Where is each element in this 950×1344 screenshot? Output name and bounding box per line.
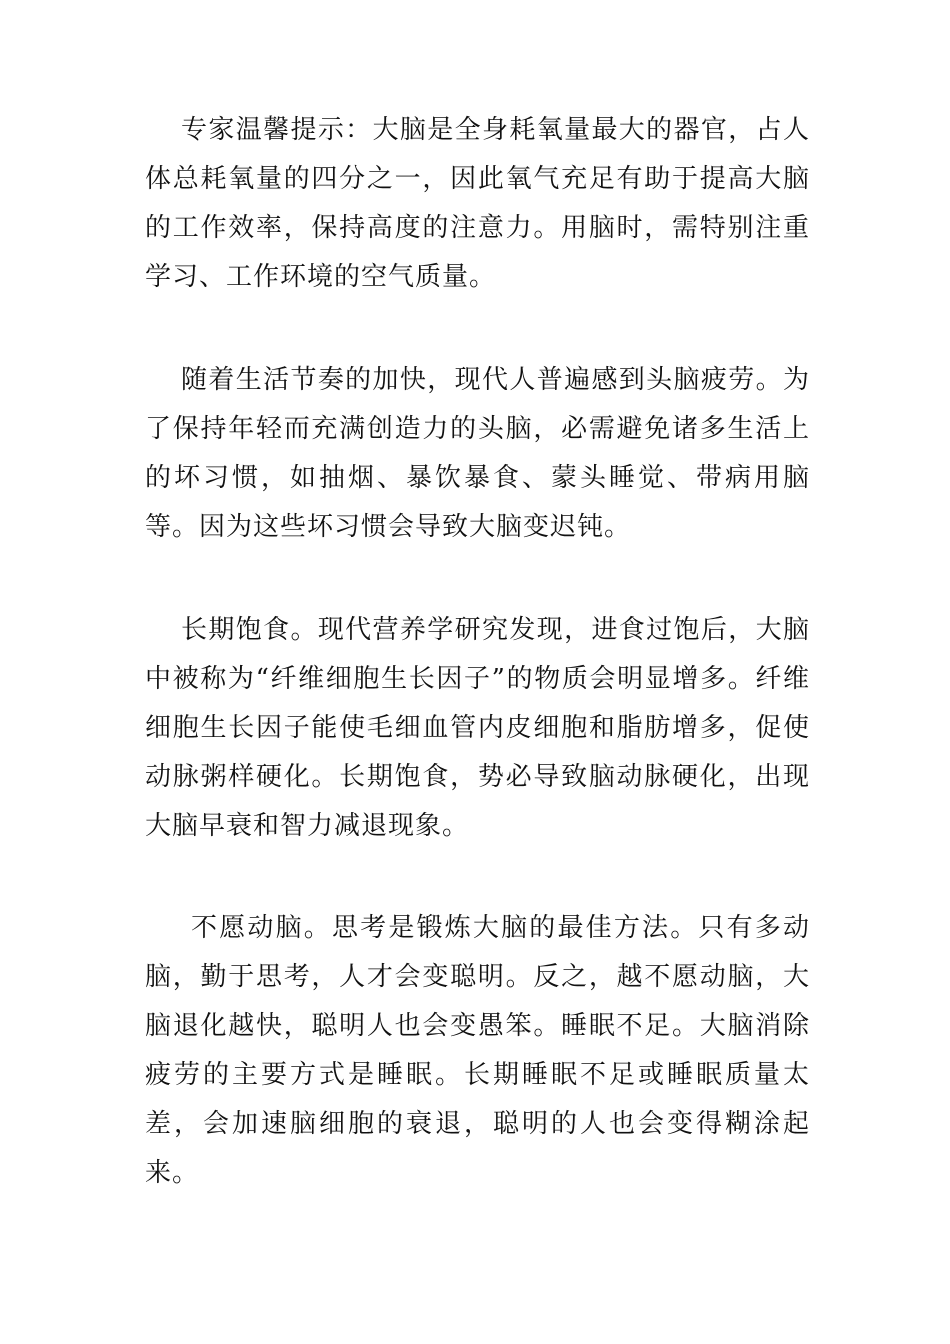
paragraph-oxygen-tip: 专家温馨提示：大脑是全身耗氧量最大的器官，占人体总耗氧量的四分之一，因此氧气充足有助于提高大脑的工作效率，保持高度的注意力。用脑时，需特别注重学习、工作环境的空气质量。 [145, 115, 810, 292]
paragraph-thinking-sleep: 不愿动脑。思考是锻炼大脑的最佳方法。只有多动脑，勤于思考，人才会变聪明。反之，越不愿动脑，大脑退化越快，聪明人也会变愚笨。睡眠不足。大脑消除疲劳的主要方式是睡眠。长期睡眠不足或睡眠质量太差，会加速脑细胞的衰退，聪明的人也会变得糊涂起来。 [145, 913, 810, 1188]
paragraph-bad-habits: 随着生活节奏的加快，现代人普遍感到头脑疲劳。为了保持年轻而充满创造力的头脑，必需避免诸多生活上的坏习惯，如抽烟、暴饮暴食、蒙头睡觉、带病用脑等。因为这些坏习惯会导致大脑变迟钝。 [145, 365, 810, 542]
paragraph-overeating: 长期饱食。现代营养学研究发现，进食过饱后，大脑中被称为“纤维细胞生长因子”的物质会明显增多。纤维细胞生长因子能使毛细血管内皮细胞和脂肪增多，促使动脉粥样硬化。长期饱食，势必导致脑动脉硬化，出现大脑早衰和智力减退现象。 [145, 615, 810, 841]
